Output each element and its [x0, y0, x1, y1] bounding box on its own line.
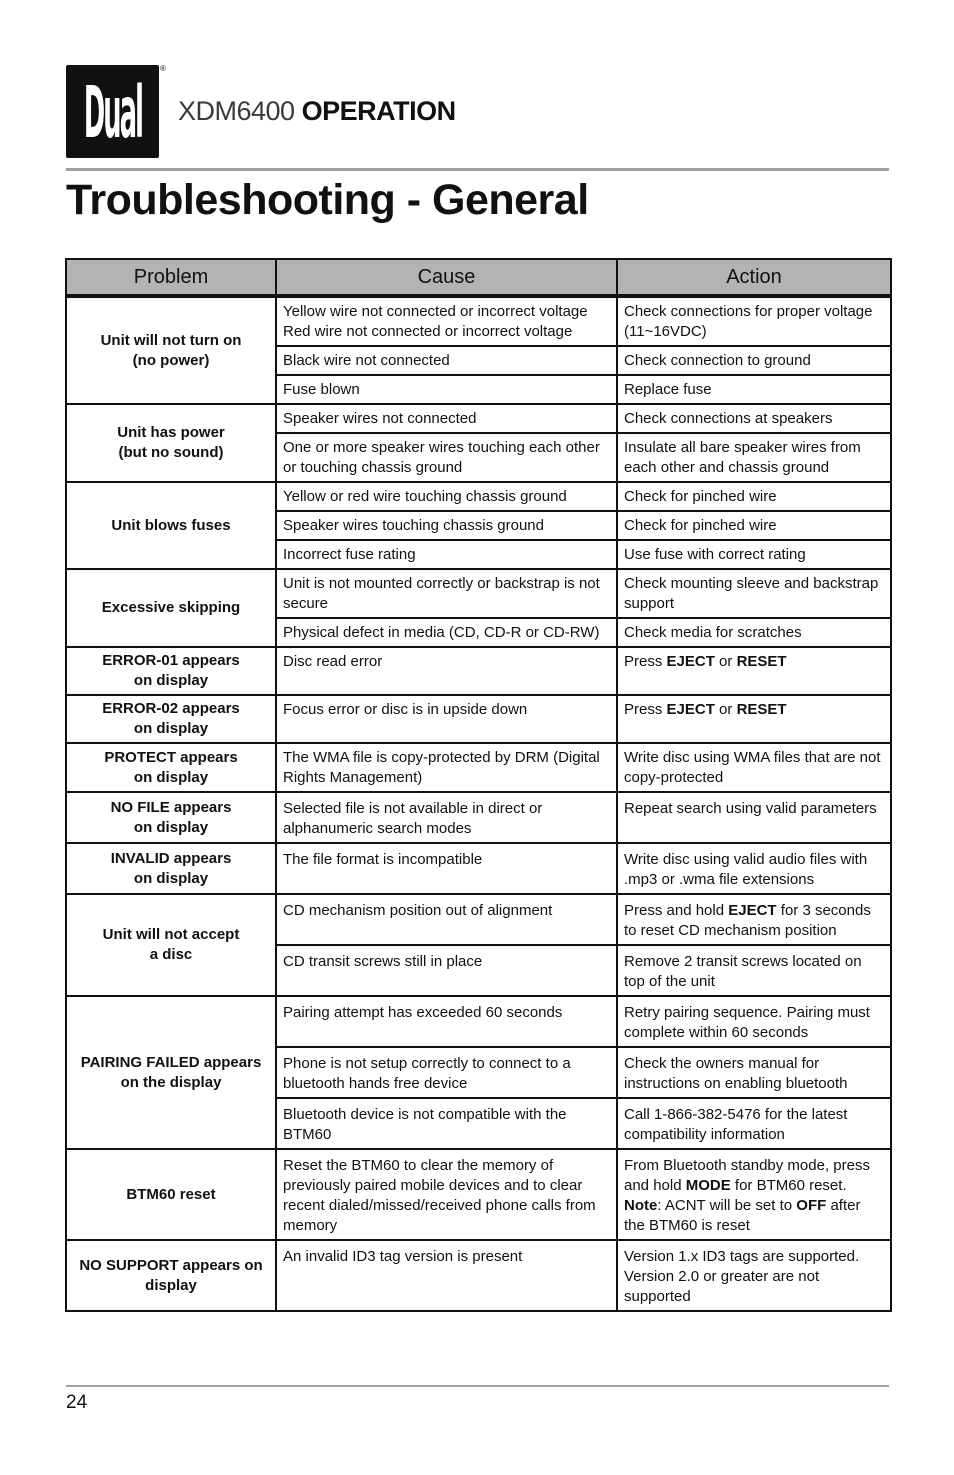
action-text: Press	[624, 653, 663, 670]
table-row	[66, 404, 891, 433]
page-number: 24	[66, 1392, 88, 1413]
problem-text: Unit has power	[117, 424, 225, 441]
cause-cell: CD transit screws still in place	[276, 945, 617, 996]
action-cell	[617, 647, 891, 695]
problem-text: on display	[133, 818, 209, 836]
action-cell: Repeat search using valid parameters	[617, 792, 891, 843]
cause-cell: Phone is not setup correctly to connect to a bluetooth hands free device	[276, 1047, 617, 1098]
problem-cell	[66, 894, 276, 996]
action-keyword: MODE	[685, 1177, 731, 1194]
table-header-row	[66, 259, 891, 296]
problem-cell	[66, 404, 276, 482]
problem-text: a disc	[149, 946, 193, 963]
table-row	[66, 695, 891, 743]
cause-cell: Selected file is not available in direct or alphanumeric search modes	[276, 792, 617, 843]
problem-text: PAIRING FAILED appears	[80, 1053, 262, 1071]
problem-cell	[66, 695, 276, 743]
cause-cell: Unit is not mounted correctly or backstrap is not secure	[276, 569, 617, 618]
problem-text: INVALID appears	[110, 849, 232, 867]
action-cell: Call 1-866-382-5476 for the latest compatibility information	[617, 1098, 891, 1149]
cause-cell: Incorrect fuse rating	[276, 540, 617, 569]
action-cell	[617, 695, 891, 743]
action-text: or	[719, 653, 733, 670]
action-keyword: EJECT	[666, 653, 715, 670]
table-row	[66, 482, 891, 511]
cause-cell: Disc read error	[276, 647, 617, 695]
problem-cell: BTM60 reset	[66, 1149, 276, 1240]
table-row	[66, 843, 891, 894]
cause-cell: Bluetooth device is not compatible with the BTM60	[276, 1098, 617, 1149]
table-row	[66, 996, 891, 1047]
action-cell: Check media for scratches	[617, 618, 891, 647]
action-keyword: OFF	[796, 1197, 827, 1214]
cause-cell: Yellow wire not connected or incorrect voltage Red wire not connected or incorrect voltage	[276, 296, 617, 346]
table-row	[66, 792, 891, 843]
problem-text: PROTECT appears	[104, 748, 238, 766]
cause-cell: Focus error or disc is in upside down	[276, 695, 617, 743]
cause-cell: CD mechanism position out of alignment	[276, 894, 617, 945]
cause-cell: Physical defect in media (CD, CD-R or CD-RW)	[276, 618, 617, 647]
troubleshooting-table	[65, 258, 892, 1312]
problem-text: on display	[133, 768, 209, 786]
problem-cell	[66, 843, 276, 894]
table-row	[66, 296, 891, 346]
problem-cell	[66, 792, 276, 843]
cause-cell: Speaker wires not connected	[276, 404, 617, 433]
action-text: : ACNT will be set to	[657, 1197, 793, 1214]
problem-cell	[66, 996, 276, 1149]
action-text: From Bluetooth standby mode, press and hold	[624, 1157, 870, 1194]
table-row	[66, 569, 891, 618]
action-cell: Write disc using valid audio files with .mp3 or .wma file extensions	[617, 843, 891, 894]
problem-text: (no power)	[132, 351, 210, 369]
problem-cell: Unit blows fuses	[66, 482, 276, 569]
registered-mark: ®	[160, 64, 166, 73]
problem-cell	[66, 647, 276, 695]
header-rule	[66, 168, 889, 171]
action-keyword: RESET	[736, 701, 787, 718]
action-cell: Write disc using WMA files that are not copy-protected	[617, 743, 891, 792]
action-keyword: EJECT	[728, 902, 777, 919]
action-cell: Insulate all bare speaker wires from each other and chassis ground	[617, 433, 891, 482]
action-cell: Retry pairing sequence. Pairing must complete within 60 seconds	[617, 996, 891, 1047]
table-row	[66, 894, 891, 945]
action-cell: Check the owners manual for instructions on enabling bluetooth	[617, 1047, 891, 1098]
action-cell: Remove 2 transit screws located on top of the unit	[617, 945, 891, 996]
table-row	[66, 743, 891, 792]
action-text: Press	[624, 701, 663, 718]
cause-cell: An invalid ID3 tag version is present	[276, 1240, 617, 1311]
cause-cell: Reset the BTM60 to clear the memory of previously paired mobile devices and to clear recent dialed/missed/received phone calls from memory	[276, 1149, 617, 1240]
action-cell: Replace fuse	[617, 375, 891, 404]
cause-cell: Yellow or red wire touching chassis ground	[276, 482, 617, 511]
problem-text: Unit will not accept	[102, 926, 240, 943]
section-header	[178, 96, 456, 127]
problem-cell	[66, 743, 276, 792]
page-title: Troubleshooting - General	[66, 176, 589, 224]
logo-wordmark: Dual	[83, 69, 142, 154]
problem-text: (but no sound)	[118, 444, 224, 461]
action-keyword: Note	[624, 1197, 658, 1214]
problem-text: ERROR-02 appears	[102, 700, 240, 717]
section-name: OPERATION	[301, 96, 456, 126]
column-header-problem: Problem	[66, 259, 276, 296]
cause-cell: The file format is incompatible	[276, 843, 617, 894]
cause-cell: One or more speaker wires touching each other or touching chassis ground	[276, 433, 617, 482]
cause-cell: The WMA file is copy-protected by DRM (Digital Rights Management)	[276, 743, 617, 792]
problem-text: NO FILE appears	[110, 798, 232, 816]
action-cell: Version 1.x ID3 tags are supported. Version 2.0 or greater are not supported	[617, 1240, 891, 1311]
problem-cell: Excessive skipping	[66, 569, 276, 647]
action-cell: Use fuse with correct rating	[617, 540, 891, 569]
table-row	[66, 1240, 891, 1311]
action-text: for BTM60 reset.	[734, 1177, 847, 1194]
footer-rule	[66, 1385, 889, 1387]
action-cell	[617, 894, 891, 945]
dual-logo	[66, 65, 159, 158]
problem-text: on display	[133, 720, 209, 737]
action-cell: Check for pinched wire	[617, 482, 891, 511]
cause-cell: Black wire not connected	[276, 346, 617, 375]
action-text: after the BTM60 is reset	[624, 1197, 861, 1234]
action-keyword: EJECT	[666, 701, 715, 718]
action-text: for 3 seconds to reset CD mechanism position	[624, 902, 871, 939]
problem-cell: NO SUPPORT appears on display	[66, 1240, 276, 1311]
column-header-action: Action	[617, 259, 891, 296]
action-cell: Check mounting sleeve and backstrap support	[617, 569, 891, 618]
action-cell: Check connection to ground	[617, 346, 891, 375]
cause-cell: Pairing attempt has exceeded 60 seconds	[276, 996, 617, 1047]
action-text: or	[719, 701, 733, 718]
column-header-cause: Cause	[276, 259, 617, 296]
problem-text: ERROR-01 appears	[102, 652, 240, 669]
action-cell: Check connections for proper voltage (11~16VDC)	[617, 296, 891, 346]
problem-text: on the display	[120, 1073, 222, 1091]
action-keyword: RESET	[736, 653, 787, 670]
action-cell: Check for pinched wire	[617, 511, 891, 540]
problem-text: on display	[133, 672, 209, 689]
problem-text: Unit will not turn on	[100, 331, 242, 349]
table-row	[66, 1149, 891, 1240]
cause-cell: Fuse blown	[276, 375, 617, 404]
model-name: XDM6400	[178, 96, 295, 126]
table-row	[66, 647, 891, 695]
action-text: Press and hold	[624, 902, 725, 919]
cause-cell: Speaker wires touching chassis ground	[276, 511, 617, 540]
action-cell: Check connections at speakers	[617, 404, 891, 433]
problem-cell	[66, 296, 276, 404]
problem-text: on display	[133, 869, 209, 887]
action-cell	[617, 1149, 891, 1240]
